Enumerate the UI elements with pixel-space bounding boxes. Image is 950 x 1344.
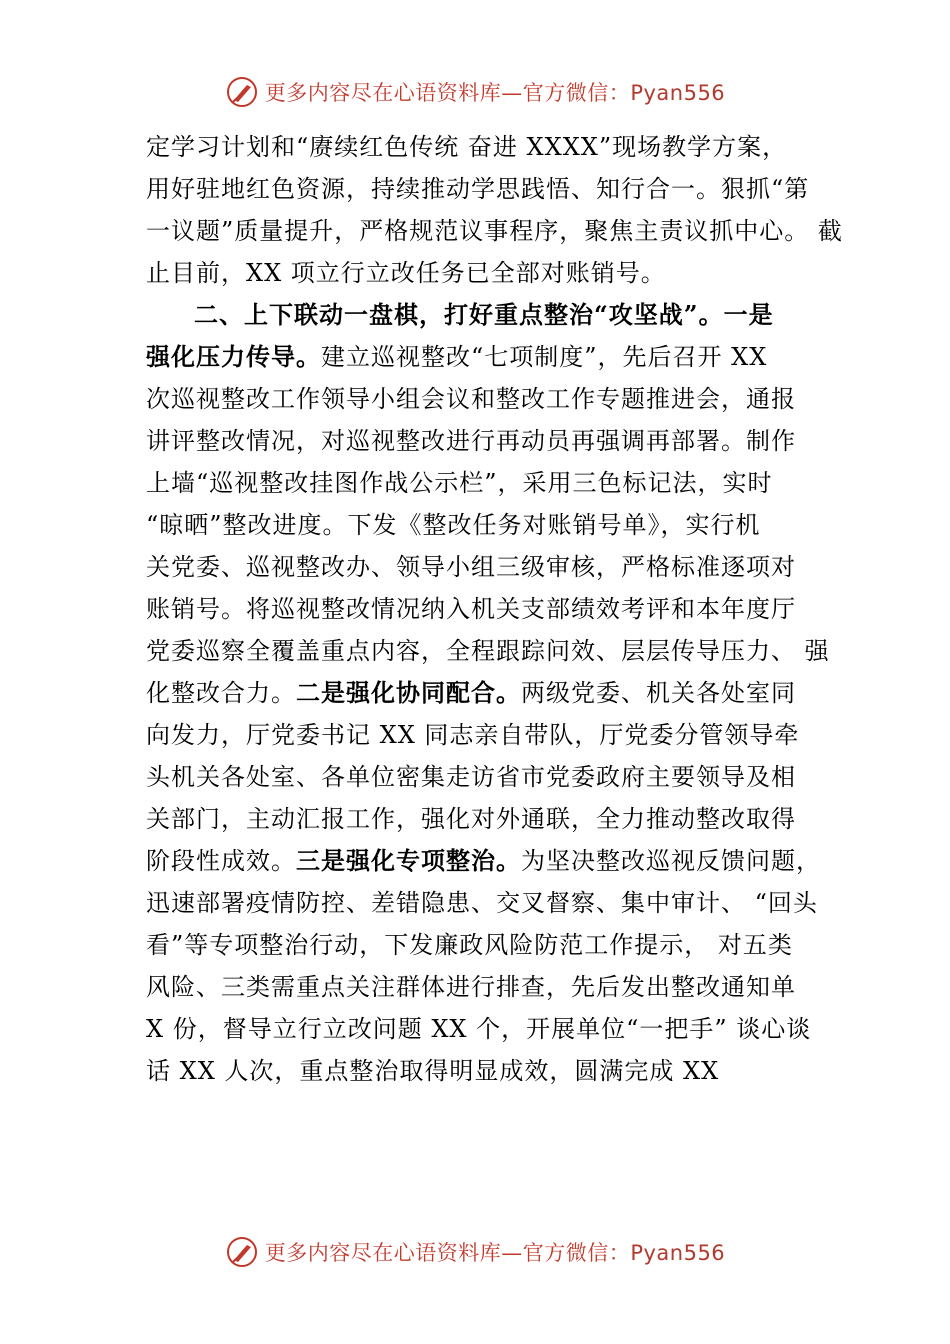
text-line: 强化压力传导。建立巡视整改“七项制度”，先后召开 XX	[146, 342, 768, 371]
text-line: 一议题”质量提升，严格规范议事程序，聚焦主责议抓中心。 截	[146, 217, 843, 245]
text-line: 关党委、巡视整改办、领导小组三级审核，严格标准逐项对	[146, 553, 796, 581]
text-line: 化整改合力。二是强化协同配合。两级党委、机关各处室同	[146, 678, 796, 707]
text-line: 阶段性成效。三是强化专项整治。为坚决整改巡视反馈问题，	[146, 846, 821, 875]
footer-watermark	[0, 1232, 950, 1272]
text-line: 话 XX 人次，重点整治取得明显成效，圆满完成 XX	[146, 1057, 720, 1085]
document-body	[146, 126, 843, 1092]
text-line: 讲评整改情况，对巡视整改进行再动员再强调再部署。制作	[146, 427, 796, 455]
text-line: 止目前，XX 项立行立改任务已全部对账销号。	[146, 259, 666, 287]
text-line: X 份，督导立行立改问题 XX 个，开展单位“一把手” 谈心谈	[146, 1015, 812, 1043]
text-line: 定学习计划和“赓续红色传统 奋进 XXXX”现场教学方案，	[146, 133, 788, 161]
text-line: 次巡视整改工作领导小组会议和整改工作专题推进会，通报	[146, 385, 796, 413]
text-line: 用好驻地红色资源，持续推动学思践悟、知行合一。狠抓“第	[146, 175, 810, 203]
pen-nib-logo-icon	[225, 75, 259, 109]
section-heading: 二、上下联动一盘棋，打好重点整治“攻坚战”。一是	[194, 300, 774, 329]
text-line: 头机关各处室、各单位密集走访省市党委政府主要领导及相	[146, 763, 796, 791]
text-line: “晾晒”整改进度。下发《整改任务对账销号单》，实行机	[146, 511, 761, 539]
text-line: 党委巡察全覆盖重点内容，全程跟踪问效、层层传导压力、 强	[146, 637, 830, 665]
text-line: 看”等专项整治行动，下发廉政风险防范工作提示， 对五类	[146, 931, 793, 959]
text-line: 风险、三类需重点关注群体进行排查，先后发出整改通知单	[146, 973, 796, 1001]
text-line: 迅速部署疫情防控、差错隐患、交叉督察、集中审计、 “回头	[146, 889, 818, 917]
text-line: 关部门，主动汇报工作，强化对外通联，全力推动整改取得	[146, 805, 796, 833]
pen-nib-logo-icon	[225, 1235, 259, 1269]
text-line: 账销号。将巡视整改情况纳入机关支部绩效考评和本年度厅	[146, 595, 796, 623]
watermark-text: 更多内容尽在心语资料库—官方微信：Pyan556	[264, 1241, 726, 1265]
header-watermark	[0, 72, 950, 112]
text-line: 向发力，厅党委书记 XX 同志亲自带队，厅党委分管领导牵	[146, 721, 800, 749]
text-line: 上墙“巡视整改挂图作战公示栏”，采用三色标记法，实时	[146, 469, 773, 497]
watermark-text: 更多内容尽在心语资料库—官方微信：Pyan556	[264, 81, 726, 105]
